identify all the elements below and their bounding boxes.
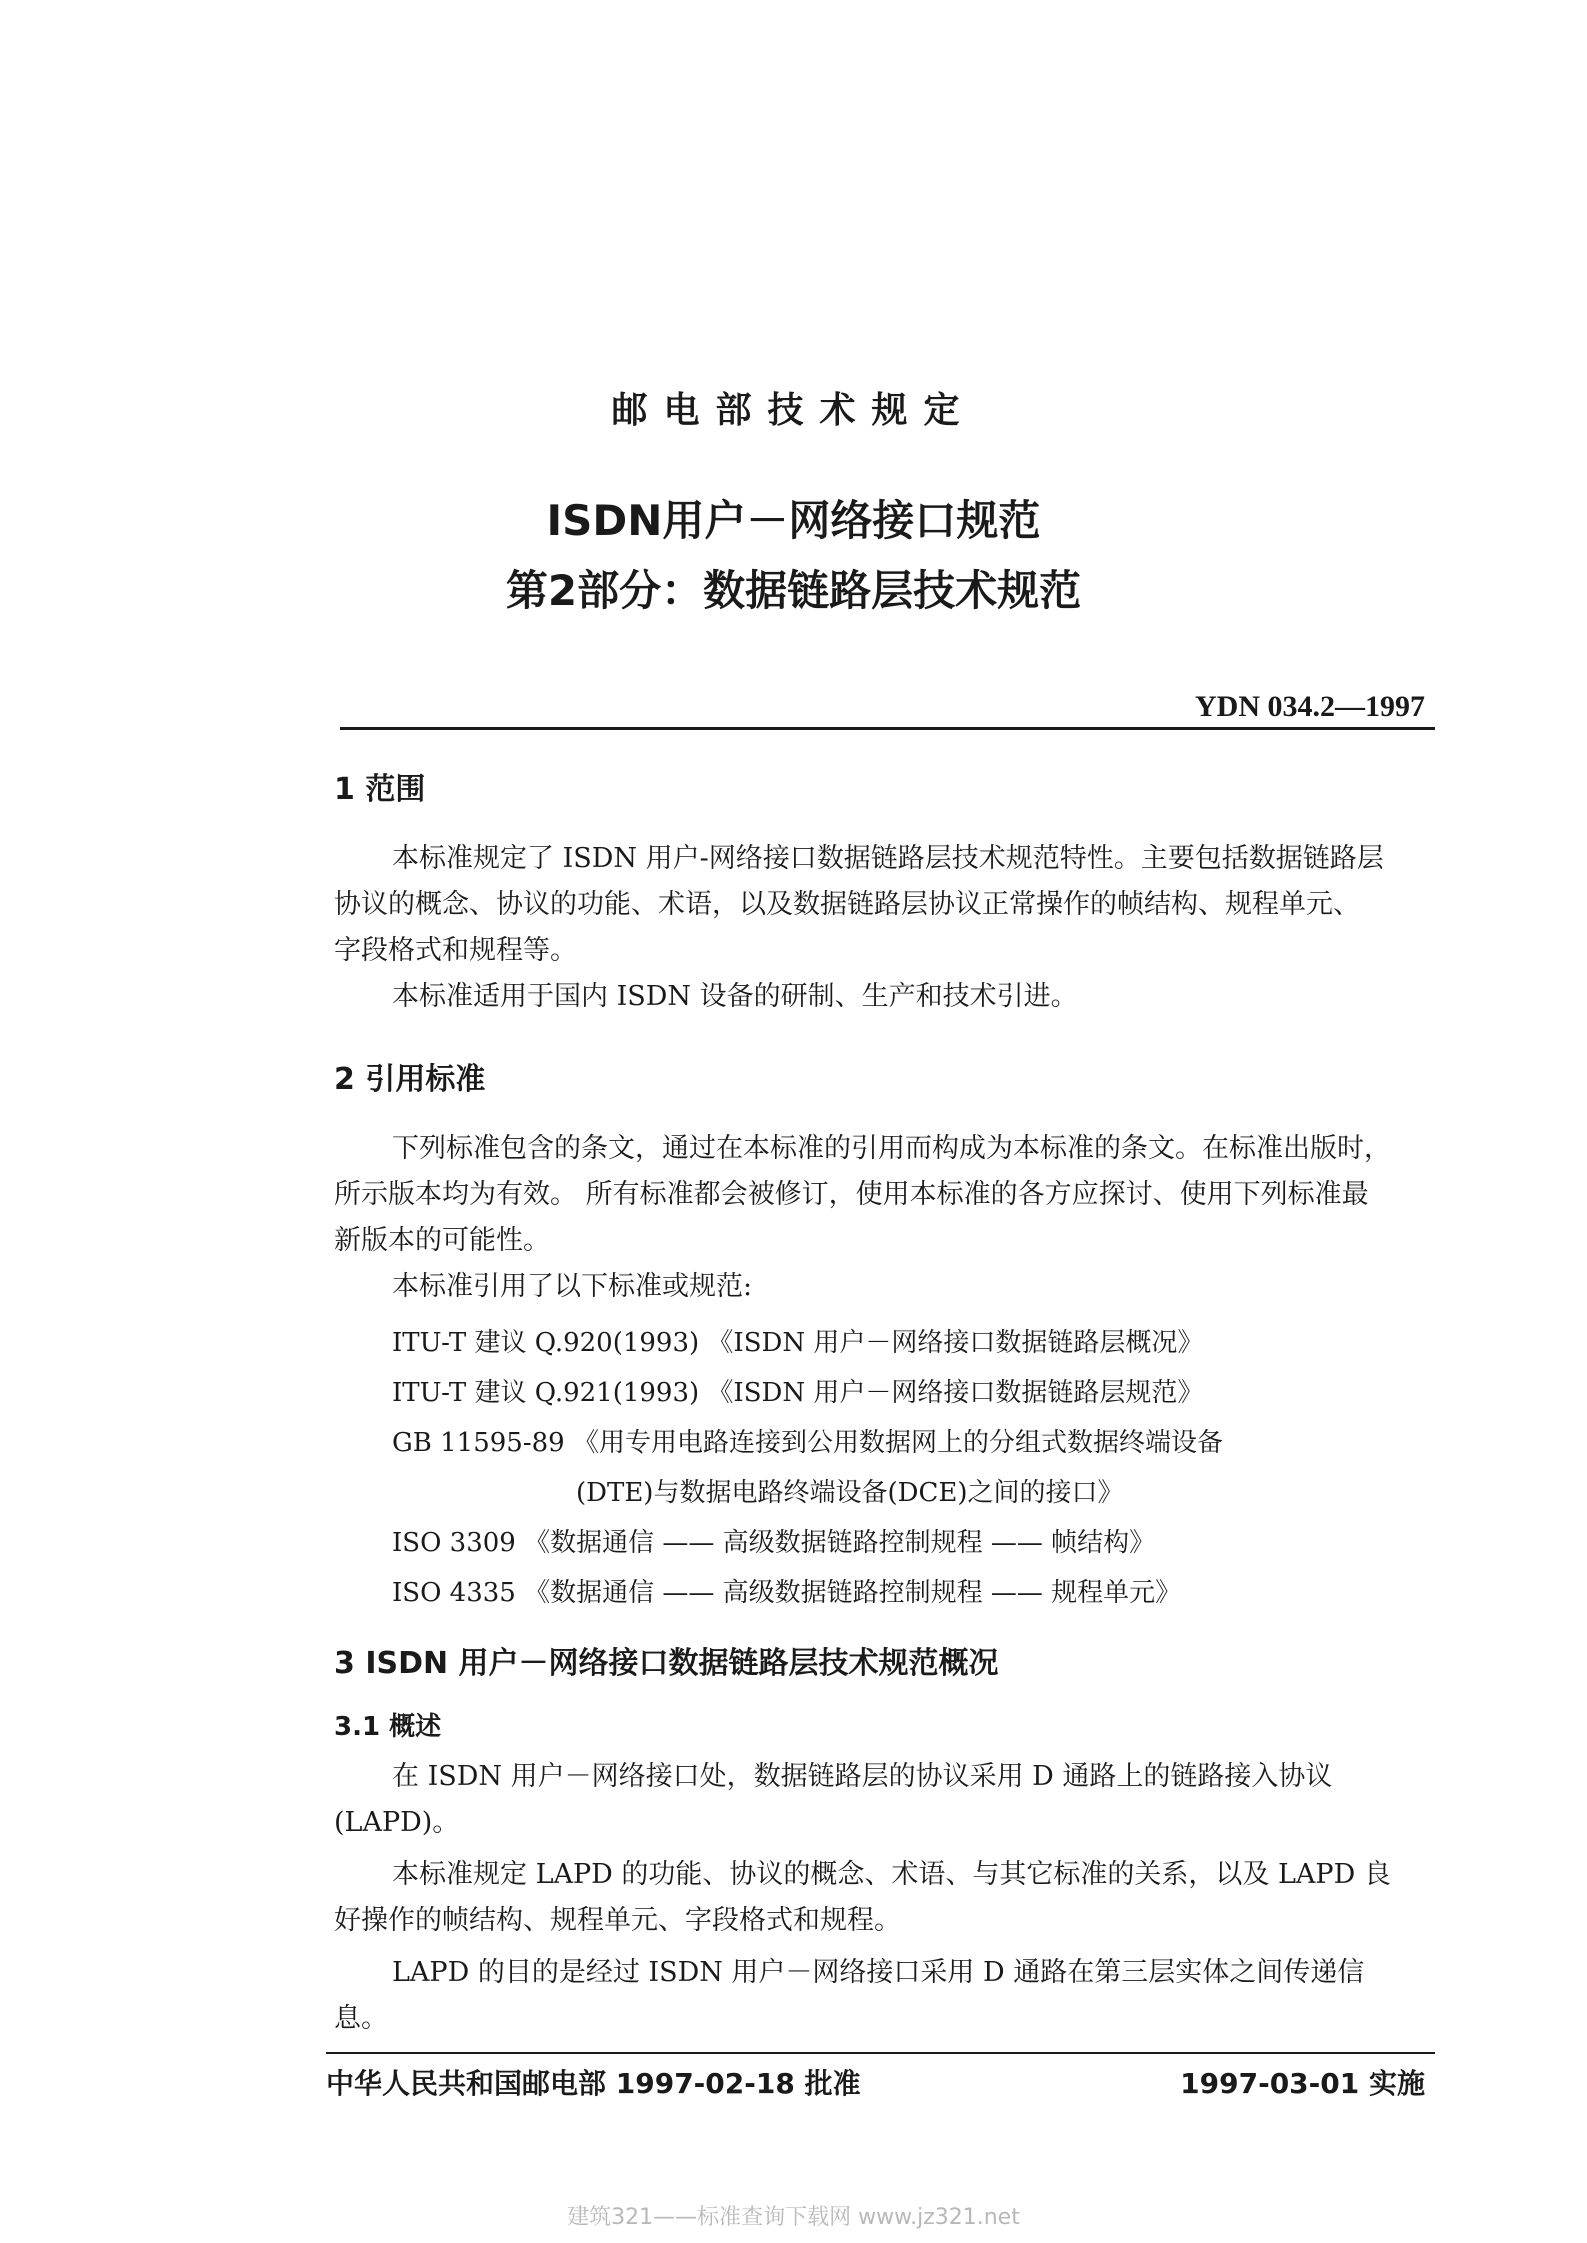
section-2-para1-line3: 新版本的可能性。 bbox=[334, 1225, 550, 1256]
section-2-para1-line2: 所示版本均为有效。 所有标准都会被修订，使用本标准的各方应探讨、使用下列标准最 bbox=[334, 1179, 1369, 1210]
section-3-para3-line2: 息。 bbox=[334, 2003, 388, 2034]
section-1-para2: 本标准适用于国内 ISDN 设备的研制、生产和技术引进。 bbox=[392, 981, 1078, 1012]
section-1-para1-line1: 本标准规定了 ISDN 用户-网络接口数据链路层技术规范特性。主要包括数据链路层 bbox=[392, 843, 1384, 874]
section-2-para2: 本标准引用了以下标准或规范: bbox=[392, 1271, 753, 1302]
section-3-para1-line1: 在 ISDN 用户－网络接口处，数据链路层的协议采用 D 通路上的链路接入协议 bbox=[392, 1761, 1333, 1792]
document-title-line1: ISDN用户－网络接口规范 bbox=[546, 496, 1041, 545]
section-1-heading: 1 范围 bbox=[334, 772, 426, 807]
section-3-para1-line2: (LAPD)。 bbox=[334, 1807, 460, 1838]
approval-date: 中华人民共和国邮电部 1997-02-18 批准 bbox=[326, 2067, 861, 2100]
section-2-para1-line1: 下列标准包含的条文，通过在本标准的引用而构成为本标准的条文。在标准出版时， bbox=[392, 1133, 1391, 1164]
reference-item-continuation: (DTE)与数据电路终端设备(DCE)之间的接口》 bbox=[576, 1478, 1124, 1508]
reference-item: ITU-T 建议 Q.920(1993) 《ISDN 用户－网络接口数据链路层概况》 bbox=[392, 1328, 1204, 1358]
issuing-agency: 邮电部技术规定 bbox=[611, 390, 976, 431]
watermark-text: 建筑321——标准查询下载网 www.jz321.net bbox=[567, 2205, 1020, 2230]
section-1-para1-line2: 协议的概念、协议的功能、术语，以及数据链路层协议正常操作的帧结构、规程单元、 bbox=[334, 889, 1360, 920]
reference-item: ISO 3309 《数据通信 —— 高级数据链路控制规程 —— 帧结构》 bbox=[392, 1528, 1156, 1558]
footer-rule bbox=[326, 2052, 1435, 2054]
section-3-1-heading: 3.1 概述 bbox=[334, 1712, 442, 1742]
section-3-para2-line2: 好操作的帧结构、规程单元、字段格式和规程。 bbox=[334, 1905, 901, 1936]
effective-date: 1997-03-01 实施 bbox=[1180, 2067, 1425, 2100]
reference-item: ISO 4335 《数据通信 —— 高级数据链路控制规程 —— 规程单元》 bbox=[392, 1578, 1182, 1608]
header-rule bbox=[340, 727, 1435, 730]
section-3-para2-line1: 本标准规定 LAPD 的功能、协议的概念、术语、与其它标准的关系，以及 LAPD 良 bbox=[392, 1859, 1391, 1890]
reference-item: ITU-T 建议 Q.921(1993) 《ISDN 用户－网络接口数据链路层规范》 bbox=[392, 1378, 1204, 1408]
standard-code: YDN 034.2—1997 bbox=[1195, 690, 1425, 723]
reference-item: GB 11595-89 《用专用电路连接到公用数据网上的分组式数据终端设备 bbox=[392, 1428, 1223, 1458]
section-3-heading: 3 ISDN 用户－网络接口数据链路层技术规范概况 bbox=[334, 1646, 999, 1681]
document-title-line2: 第2部分：数据链路层技术规范 bbox=[505, 566, 1082, 615]
section-2-heading: 2 引用标准 bbox=[334, 1062, 486, 1097]
section-1-para1-line3: 字段格式和规程等。 bbox=[334, 935, 577, 966]
section-3-para3-line1: LAPD 的目的是经过 ISDN 用户－网络接口采用 D 通路在第三层实体之间传递信 bbox=[392, 1957, 1365, 1988]
